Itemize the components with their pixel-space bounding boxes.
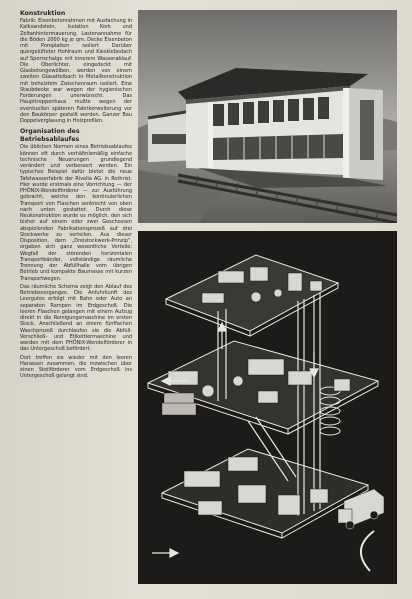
production-flow-diagram	[138, 231, 397, 584]
construction-paragraph: Fabrik: Eisenbetonrahmen mit Ausfachung in Kalksandstein, Isolation Kork und Zeltanhintermauerung. Lastenannahme für die Böden 2000 kg je qm. Decke Eisenbeton mit Poroplatten isoliert Darüber quergelüfteter Hohlraum und Kiesklebedach auf Sperrschalge mit innerem Wasserablauf. Die Oberlichter, eingedeckt mit Glasbetongewölben, werden von einem zweiten Glasattelbach in Metallkonstruktion mit beheiztem Zwischenraum isoliert. Eine Staubdecke war wegen der hygienischen Forderungen unerwünscht. Das Haupttreppenhaus mußte wegen der eventuellen späteren Fabrikerweiterung vor den Baukörper gestellt werden. Ganzer Bau Doppelverglasung in Holzprofilen.	[20, 18, 132, 124]
organization-paragraph-1: Die üblichen Normen eines Betriebsablaufes können oft durch verhältnismäßig einfache technische Neuerungen grundlegend verändert und verbessert werden. Ein typisches Beispiel dafür bietet die neue Tafelwasserfabrik der Rivella AG. in Rothrist. Hier wurde erstmals eine Vorrichtung — der PHÖNIX-Wendelförderer — zur Ausführung gebracht, welche den kontinuierlichen Transport von Flaschen senkrecht von oben nach unten gestattet. Durch diese Neukonstruktion wurde es möglich, den sich bisher auf einem oder zwei Geschossen abspielenden Fabrikationsprozeß auf drei Stockwerke zu verteilen. Aus dieser Disposition, dem „Dreistockwerk-Prinzip“, ergaben sich ganz wesentliche Vorteile: Wegfall der störenden horizontalen Transportbänder, vollständige räumliche Trennung der Abfüllhalle vom übrigen Betrieb und kompakte Baumasse mit kurzen Transportwegen.	[20, 144, 132, 282]
factory-photo	[138, 10, 397, 223]
factory-building-illustration	[138, 10, 397, 223]
construction-heading: Konstruktion	[20, 10, 66, 17]
article-text-column	[20, 10, 132, 585]
organization-heading: Organisation des Betriebsablaufes	[20, 128, 80, 144]
three-storey-flow-schema	[138, 231, 397, 584]
organization-paragraph-3: Dort treffen sie wieder mit den leeren Harassen zusammen, die inzwischen über einen Steilförderer vom Erdgeschoß ins Untergeschoß gelangt sind.	[20, 354, 132, 380]
organization-paragraph-2: Das räumliche Schema zeigt den Ablauf des Betriebsvorganges. Die Anfuhrkunft des Leergutes erfolgt mit Bahn oder Auto an separaten Rampen im Erdgeschoß. Die leeren Flaschen gelangen mit einem Aufzug direkt in die Reinigungsmaschine im ersten Stock. Anschließend an einem fünffachen Waschprozeß durchlaufen sie die Abfüll-Verschließ- und Etikettiermaschine und werden mit dem PHÖNIX-Wendelförderer in das Untergeschoß befördert.	[20, 283, 132, 353]
